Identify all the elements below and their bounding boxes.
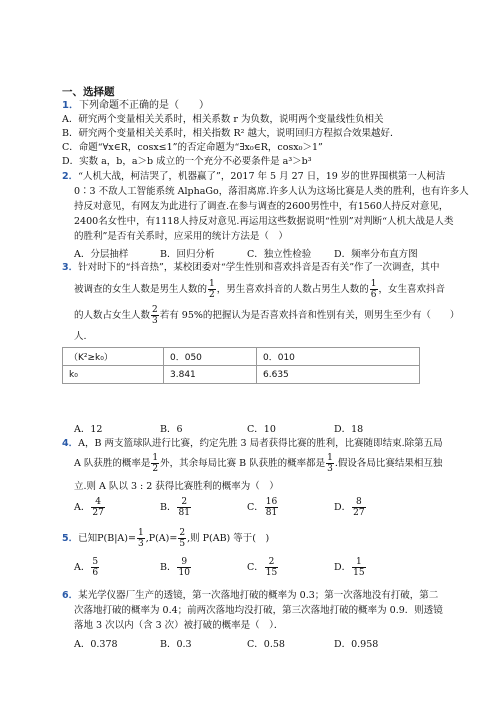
q3-line-3 [74,304,459,328]
q6-number: 6． [62,590,79,601]
q4-option-c: C． $\frac{16}{81}$ [247,497,278,518]
q5-stem [62,527,269,551]
q1-stem [62,99,209,112]
q1-option-a: A．研究两个变量相关关系时，相关系数 r 为负数，说明两个变量线性负相关 [62,114,384,125]
q2-line-5: 的胜利”是否有关系时，应采用的统计方法是（ ） [74,231,288,242]
q2-line-1-text: “人机大战，柯洁哭了，机器赢了”，2017 年 5 月 27 日，19 岁的世界围棋第一人柯洁 [78,171,446,182]
q6-option-a: A．0.378 [74,639,118,650]
q6-option-b: B．0.3 [160,639,192,650]
q3-line-1-text: 针对时下的“抖音热”，某校团委对“学生性别和喜欢抖音是否有关”作了一次调查，其中 [78,262,440,273]
q5-part-2: ,P(A)= [145,533,178,544]
q3-line-3a: 的人数占女生人数 [74,310,151,321]
q5-option-a: A． $\frac{5}{6}$ [74,557,99,578]
table-cell: 3.841 [164,366,257,384]
q3-fraction-2: $\frac{1}{6}$ [370,279,377,300]
q6-line-3: 落地 3 次以内（含 3 次）被打破的概率是（ ）． [74,620,284,631]
q5-number: 5． [62,533,79,544]
q6-line-1-text: 某光学仪器厂生产的透镜，第一次落地打破的概率为 0.3；第一次落地没有打破，第二 [78,590,439,601]
table-cell: 6.635 [257,366,420,384]
q4-option-b: B． $\frac{2}{81}$ [160,497,190,518]
table-row [63,366,420,384]
table-row [63,348,420,366]
q2-line-4: 2400名女性中，有1118人持反对意见.再运用这些数据说明“性别”对判断“人机大战是人类 [74,216,454,227]
q4-fraction-1: $\frac{1}{2}$ [152,453,159,474]
q5-pre: 已知 [78,533,98,544]
q2-number: 2． [62,171,79,182]
table-cell: （K²≥k₀） [63,348,164,366]
q3-number: 3． [62,262,79,273]
q4-line-2c: .假设各局比赛结果相互独 [334,458,443,469]
q4-line-2b: 外，其余每局比赛 B 队获胜的概率都是 [160,458,326,469]
q5-part-3: ,则 P(AB) 等于( ) [187,533,270,544]
q3-line-1 [62,261,440,274]
q5-part-1: P(B|A)= [97,533,136,544]
q3-line-2c: ，女生喜欢抖音 [378,284,446,295]
q1-number: 1． [62,100,79,111]
q3-line-4: 人. [74,331,87,342]
q3-fraction-3: $\frac{2}{3}$ [152,305,158,326]
q2-line-3: 持反对意见，有网友为此进行了调查.在参与调查的2600男性中，有1560人持反对意见， [74,201,449,212]
q3-option-c: C．10 [247,424,276,435]
q4-line-2a: A 队获胜的概率是 [74,458,151,469]
q4-line-3: 立.则 A 队以 3 : 2 获得比赛胜利的概率为（ ） [74,481,279,492]
q3-line-2 [74,278,445,302]
q3-fraction-1: $\frac{1}{2}$ [209,279,215,300]
q5-fraction-2: $\frac{2}{5}$ [179,528,186,549]
q2-option-d: D．频率分布直方图 [334,249,418,260]
table-cell: 0．050 [164,348,257,366]
q2-option-c: C．独立性检验 [247,249,312,260]
q2-line-2: 0∶3 不敌人工智能系统 AlphaGo，落泪离席.许多人认为这场比赛是人类的胜利，也有许多人 [74,186,469,197]
q1-option-d: D．实数 a，b，a＞b 成立的一个充分不必要条件是 a³＞b³ [62,156,312,167]
q3-line-2b: ，男生喜欢抖音的人数占男生人数的 [216,284,369,295]
q5-option-c: C． $\frac{2}{15}$ [247,557,278,578]
q5-fraction-1: $\frac{1}{3}$ [137,528,144,549]
q1-option-b: B．研究两个变量相关关系时，相关指数 R² 越大，说明回归方程拟合效果越好． [62,128,400,139]
q6-option-c: C．0.58 [247,639,285,650]
q6-line-1 [62,589,438,602]
q4-number: 4． [62,438,79,449]
q2-line-1 [62,170,445,183]
q4-option-a: A． $\frac{4}{27}$ [74,497,104,518]
critical-value-table [62,347,420,384]
q1-stem-text: 下列命题不正确的是（ ） [78,100,209,111]
q3-line-3b: 若有 95%的把握认为是否喜欢抖音和性别有关，则男生至少有（ ） [159,310,460,321]
q1-option-c: C．命题“∀x∈R，cosx≤1”的否定命题为“∃x₀∈R，cosx₀＞1” [62,142,323,153]
q3-option-b: B．6 [160,424,183,435]
q4-option-d: D． $\frac{8}{27}$ [334,497,365,518]
table-cell: 0．010 [257,348,420,366]
section-title: 一、选择题 [62,86,115,98]
q5-option-d: D． $\frac{1}{15}$ [334,557,365,578]
q2-option-a: A．分层抽样 [74,249,129,260]
q3-line-2a: 被调查的女生人数是男生人数的 [74,284,208,295]
table-cell: k₀ [63,366,164,384]
q2-option-b: B．回归分析 [160,249,215,260]
q5-option-b: B． $\frac{9}{10}$ [160,557,190,578]
q3-option-d: D．18 [334,424,364,435]
q3-option-a: A．12 [74,424,103,435]
q4-line-1-text: A，B 两支篮球队进行比赛，约定先胜 3 局者获得比赛的胜利，比赛随即结束.除第五局 [78,438,443,449]
q6-line-2: 次落地打破的概率为 0.4；前两次落地均没打破，第三次落地打破的概率为 0.9．则透镜 [74,605,443,616]
q4-line-2 [74,452,442,476]
q4-line-1 [62,437,443,450]
q4-fraction-2: $\frac{1}{3}$ [327,453,333,474]
q6-option-d: D．0.958 [334,639,379,650]
